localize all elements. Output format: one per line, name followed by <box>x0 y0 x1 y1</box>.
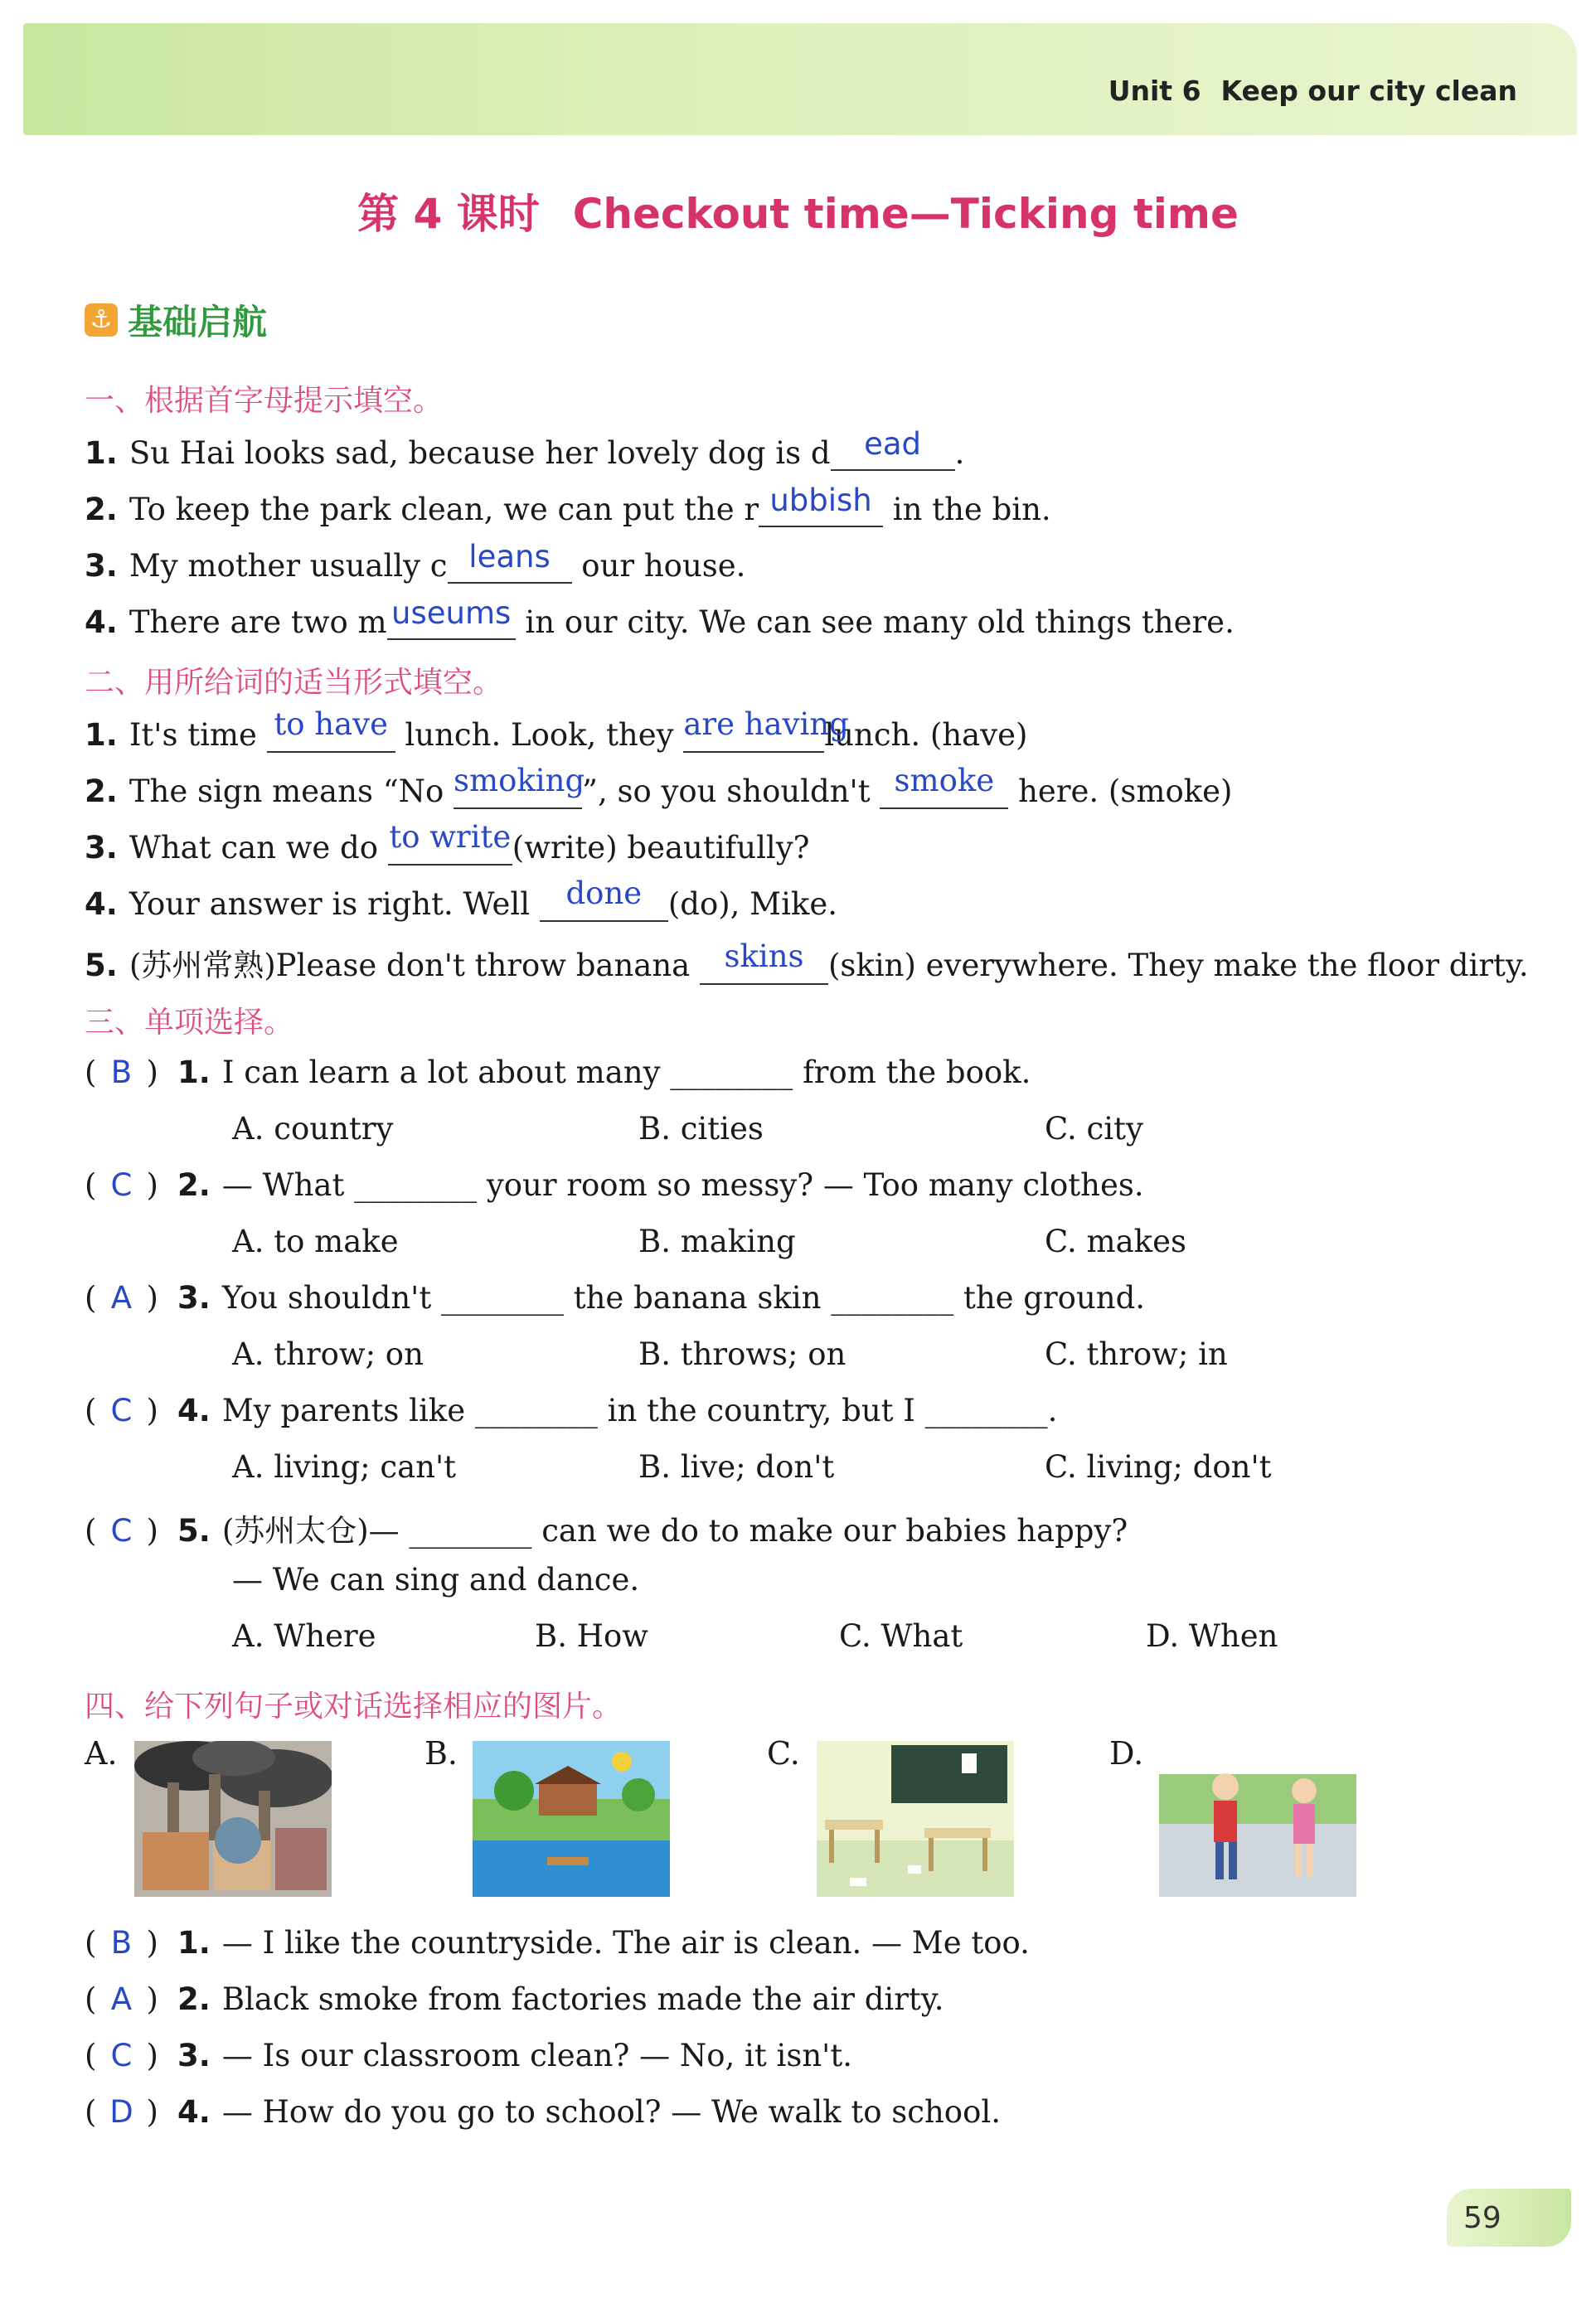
part1-item: 1. Su Hai looks sad, because her lovely dog is d ead . <box>85 426 965 471</box>
part2-item: 5. (苏州常熟)Please don't throw banana skins (skin) everywhere. They make the floor dirty. <box>85 938 1529 983</box>
part2-item: 4. Your answer is right. Well done (do), Mike. <box>85 875 837 922</box>
messy-classroom-picture <box>817 1741 1014 1897</box>
part2-item: 1. It's time to have lunch. Look, they are havinglunch. (have) <box>85 706 1028 753</box>
option: C. makes <box>1045 1224 1186 1259</box>
countryside-picture <box>473 1741 670 1897</box>
part3-question: ( C ) 2. — What ________ your room so messy? — Too many clothes. <box>85 1167 1144 1203</box>
option: D. When <box>1146 1618 1278 1654</box>
option: B. throws; on <box>638 1336 847 1372</box>
option: A. living; can't <box>232 1449 457 1485</box>
option: A. to make <box>232 1224 399 1259</box>
option: C. living; don't <box>1045 1449 1272 1485</box>
walk-to-school-picture <box>1159 1741 1356 1897</box>
option: B. live; don't <box>638 1449 835 1485</box>
part1-item: 4. There are two m useums in our city. We can see many old things there. <box>85 595 1235 640</box>
picture-label: A. <box>85 1735 118 1772</box>
part4-question: ( C ) 3. — Is our classroom clean? — No, it isn't. <box>85 2038 852 2073</box>
part3-question: ( A ) 3. You shouldn't ________ the banana skin ________ the ground. <box>85 1280 1146 1316</box>
option: C. What <box>839 1618 963 1654</box>
part2-item: 3. What can we do to write(write) beautifully? <box>85 819 810 866</box>
part4-question: ( A ) 2. Black smoke from factories made the air dirty. <box>85 1981 944 2017</box>
option: B. cities <box>638 1111 764 1147</box>
part3-title: 三、单项选择。 <box>85 1006 294 1040</box>
part3-question: ( B ) 1. I can learn a lot about many ________ from the book. <box>85 1055 1031 1090</box>
part1-title: 一、根据首字母提示填空。 <box>85 384 444 418</box>
unit-title: Unit 6 Keep our city clean <box>1108 75 1517 107</box>
factory-picture <box>134 1741 332 1897</box>
picture-label: D. <box>1109 1735 1144 1772</box>
option: B. How <box>535 1618 648 1654</box>
part4-question: ( B ) 1. — I like the countryside. The air is clean. — Me too. <box>85 1925 1030 1961</box>
page-number: 59 <box>1447 2189 1571 2247</box>
part3-question: ( C ) 4. My parents like ________ in the country, but I ________. <box>85 1393 1058 1428</box>
option: B. making <box>638 1224 796 1259</box>
picture-label: C. <box>767 1735 800 1772</box>
part1-item: 2. To keep the park clean, we can put the r ubbish in the bin. <box>85 482 1051 527</box>
picture-label: B. <box>424 1735 458 1772</box>
part4-question: ( D ) 4. — How do you go to school? — We walk to school. <box>85 2094 1001 2130</box>
option: A. throw; on <box>232 1336 424 1372</box>
option: C. throw; in <box>1045 1336 1228 1372</box>
part1-item: 3. My mother usually c leans our house. <box>85 539 746 584</box>
anchor-icon: ⚓ <box>85 303 118 337</box>
part4-title: 四、给下列句子或对话选择相应的图片。 <box>85 1690 623 1724</box>
part2-title: 二、用所给词的适当形式填空。 <box>85 666 503 700</box>
option: A. country <box>232 1111 394 1147</box>
part3-question: ( C ) 5. (苏州太仓)— ________ can we do to make our babies happy? <box>85 1513 1128 1549</box>
option: C. city <box>1045 1111 1143 1147</box>
part2-item: 2. The sign means “No smoking”, so you shouldn't smoke here. (smoke) <box>85 763 1233 809</box>
section-heading: ⚓ 基础启航 <box>85 295 267 345</box>
dialog-reply: — We can sing and dance. <box>232 1562 640 1598</box>
option: A. Where <box>232 1618 376 1654</box>
lesson-title: 第 4 课时 Checkout time—Ticking time <box>357 190 1239 238</box>
